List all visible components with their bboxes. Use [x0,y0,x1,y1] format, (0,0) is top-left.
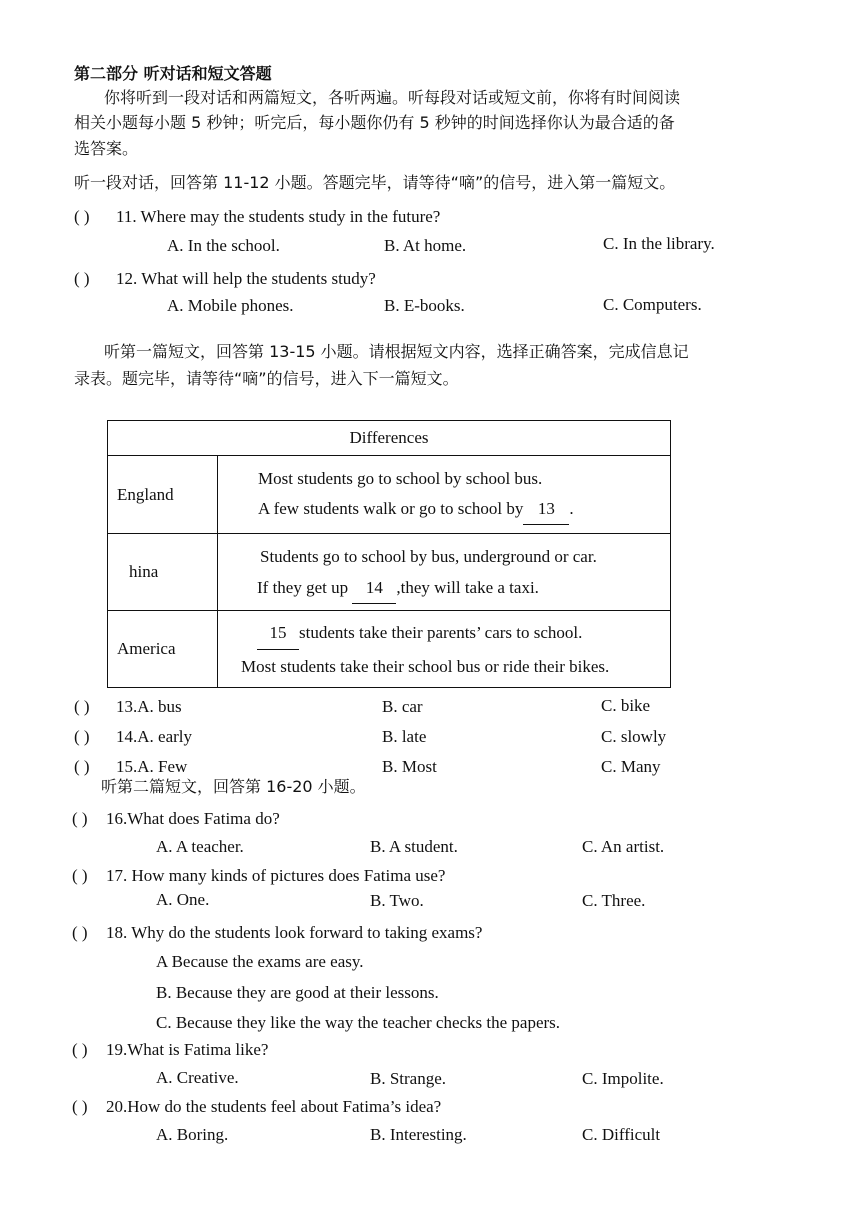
question-19-option-a: A. Creative. [156,1068,239,1087]
question-18-option-c: C. Because they like the way the teacher checks the papers. [156,1013,561,1032]
question-15-option-c: C. Many [601,757,661,776]
row-america-content [218,611,671,688]
question-12-option-b: B. E-books. [384,296,465,315]
question-15-option-b: B. Most [382,757,437,776]
question-18-stem: 18. Why do the students look forward to taking exams? [106,923,483,942]
question-20-option-a: A. Boring. [156,1125,229,1144]
passage-1-instruction-2: 录表。题完毕，请等待“嘀”的信号，进入下一篇短文。 [74,369,459,388]
answer-bracket-16[interactable]: ( ) [72,809,88,828]
answer-bracket-17[interactable]: ( ) [72,866,88,885]
question-17-option-c: C. Three. [582,891,646,910]
question-20-option-c: C. Difficult [582,1125,661,1144]
answer-bracket-18[interactable]: ( ) [72,923,88,942]
question-17-option-a: A. One. [156,890,210,909]
table-header [108,421,671,456]
question-17-option-b: B. Two. [370,891,424,910]
answer-bracket-14[interactable]: ( ) [74,727,90,746]
question-18-option-a: A Because the exams are easy. [156,952,364,971]
row-england-line-2-text: A few students walk or go to school by [258,499,524,518]
question-13-option-a: 13.A. bus [116,697,182,716]
row-china-line-2-text: If they get up [257,577,349,597]
question-14-option-c: C. slowly [601,727,667,746]
question-16-stem: 16.What does Fatima do? [106,809,280,828]
row-england-label-cell [108,456,218,534]
row-england-line-1: Most students go to school by school bus. [258,469,543,488]
question-16-option-c: C. An artist. [582,837,665,856]
answer-bracket-12[interactable]: ( ) [74,269,90,288]
question-16-option-a: A. A teacher. [156,837,244,856]
intro-line-3: 选答案。 [74,139,139,158]
differences-table [107,420,671,688]
question-17-stem: 17. How many kinds of pictures does Fatima use? [106,866,446,885]
row-england-label: England [117,484,174,504]
question-11-option-c: C. In the library. [603,234,715,253]
question-19-option-c: C. Impolite. [582,1069,664,1088]
row-england-content [218,456,671,534]
row-china-line-2 [257,572,670,604]
row-china-line-1: Students go to school by bus, underground or car. [260,546,597,566]
question-13-option-b: B. car [382,697,423,716]
question-19-stem: 19.What is Fatima like? [106,1040,269,1059]
question-12-option-c: C. Computers. [603,295,702,314]
answer-bracket-13[interactable]: ( ) [74,697,90,716]
dialog-instruction: 听一段对话，回答第 11-12 小题。答题完毕，请等待“嘀”的信号，进入第一篇短文。 [74,173,676,192]
answer-bracket-19[interactable]: ( ) [72,1040,88,1059]
answer-bracket-15[interactable]: ( ) [74,757,90,776]
question-20-option-b: B. Interesting. [370,1125,467,1144]
intro-line-1: 你将听到一段对话和两篇短文，各听两遍。听每段对话或短文前，你将有时间阅读 [104,88,681,107]
question-20-stem: 20.How do the students feel about Fatima’s idea? [106,1097,442,1116]
row-england-line-2-end: . [569,499,574,518]
answer-bracket-11[interactable]: ( ) [74,207,90,226]
question-12-option-a: A. Mobile phones. [167,296,294,315]
section-title: 第二部分 听对话和短文答题 [74,64,272,83]
row-china-label-cell [108,534,218,611]
question-14-option-b: B. late [382,727,427,746]
blank-13[interactable]: 13 [523,494,569,525]
blank-15[interactable]: 15 [257,616,299,650]
question-14-option-a: 14.A. early [116,727,193,746]
row-america-line-1 [257,616,670,650]
question-19-option-b: B. Strange. [370,1069,447,1088]
question-11-stem: 11. Where may the students study in the future? [116,207,441,226]
passage-2-instruction: 听第二篇短文，回答第 16-20 小题。 [101,777,366,796]
row-china-line-2-end: ,they will take a taxi. [396,577,539,597]
question-11-option-a: A. In the school. [167,236,280,255]
question-18-option-b: B. Because they are good at their lessons. [156,983,439,1002]
row-america-line-1-text: students take their parents’ cars to school. [299,622,583,642]
question-13-option-c: C. bike [601,696,651,715]
row-america-line-2: Most students take their school bus or ride their bikes. [241,656,610,676]
row-america-label-cell [108,611,218,688]
row-england-line-2 [258,494,670,525]
answer-bracket-20[interactable]: ( ) [72,1097,88,1116]
blank-14[interactable]: 14 [352,572,396,604]
question-15-option-a: 15.A. Few [116,757,188,776]
question-12-stem: 12. What will help the students study? [116,269,376,288]
passage-1-instruction-1: 听第一篇短文，回答第 13-15 小题。请根据短文内容，选择正确答案，完成信息记 [104,342,689,361]
row-china-label: hina [129,562,159,581]
row-america-label: America [117,639,176,658]
intro-line-2: 相关小题每小题 5 秒钟；听完后，每小题你仍有 5 秒钟的时间选择你认为最合适的备 [74,113,675,132]
question-16-option-b: B. A student. [370,837,458,856]
question-11-option-b: B. At home. [384,236,467,255]
row-china-content [218,534,671,611]
table-header-text: Differences [349,428,429,447]
